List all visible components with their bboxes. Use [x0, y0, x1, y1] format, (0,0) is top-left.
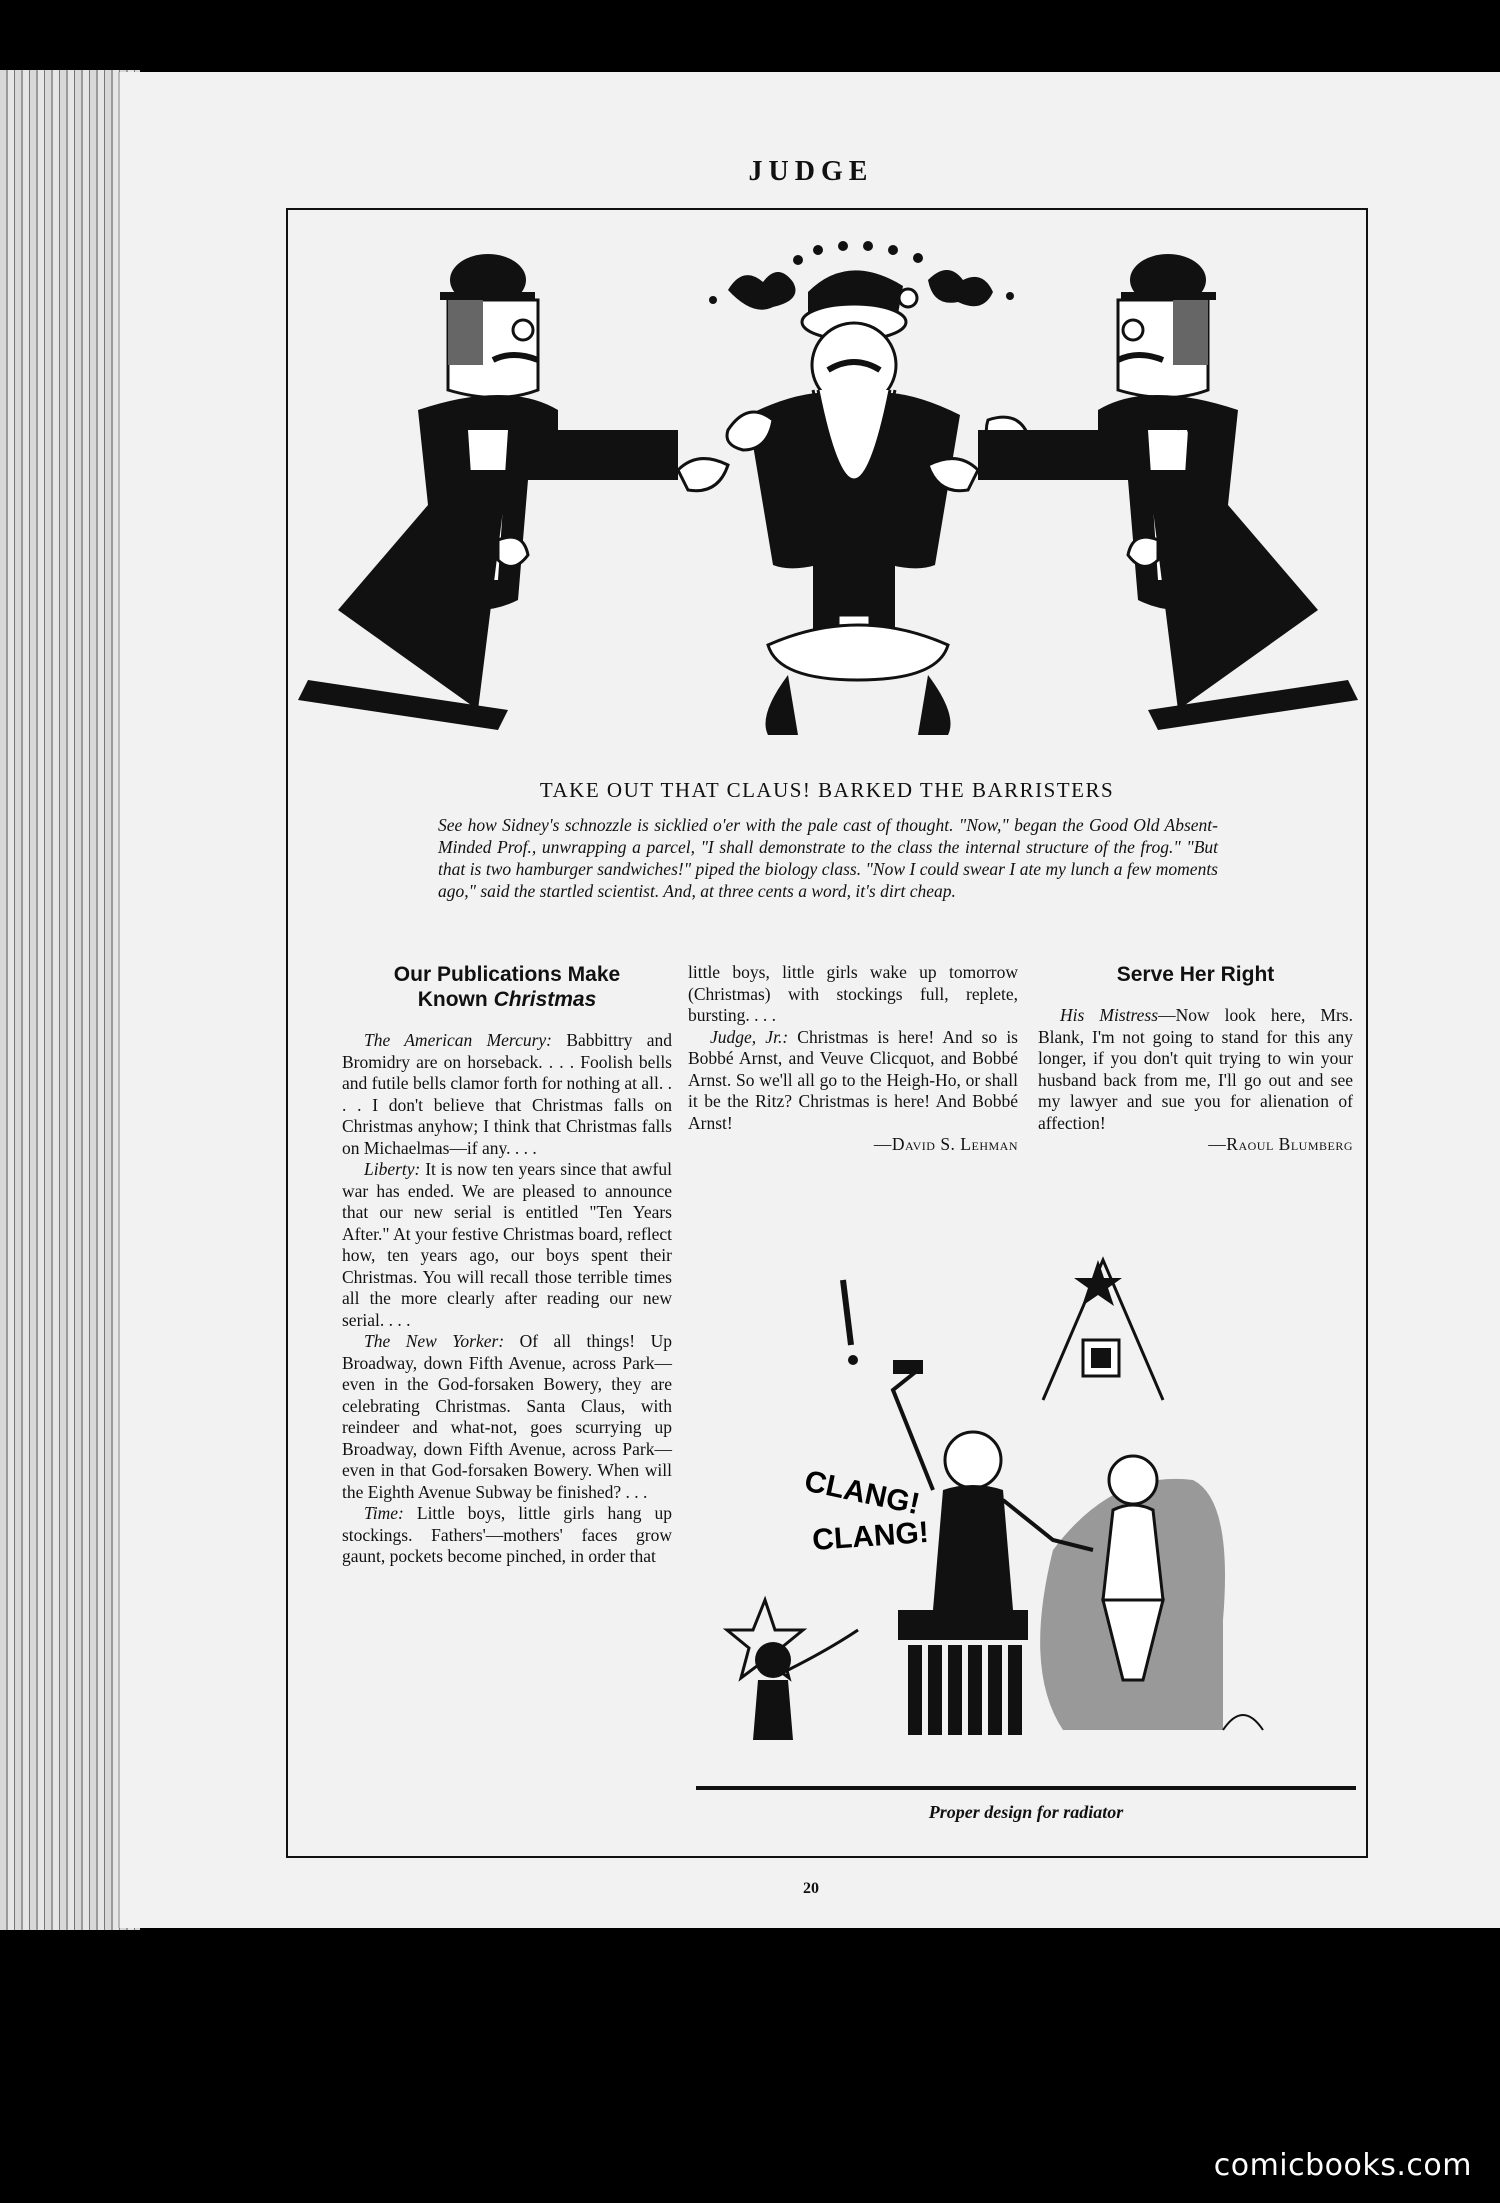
article2-paragraph — [1038, 1005, 1353, 1134]
article2-label: His Mistress — [1060, 1005, 1159, 1025]
article1-heading-christmas: Christmas — [493, 988, 597, 1011]
article-column-1 — [342, 962, 672, 1568]
article2-heading: Serve Her Right — [1116, 963, 1275, 986]
magazine-page — [118, 72, 1500, 1928]
left-barrister-figure — [298, 254, 728, 730]
santa-figure — [727, 270, 1028, 735]
article1-heading-known: Known — [417, 988, 488, 1011]
barristers-santa-illustration — [298, 220, 1358, 760]
article1-text-time: Little boys, little girls hang up stockings. Fathers'—mothers' faces grow gaunt, pockets become pinched, in order that — [342, 1503, 672, 1566]
watermark: comicbooks.com — [1213, 2148, 1472, 2183]
sound-effect-clang-1: CLANG! — [801, 1464, 923, 1522]
article1-paragraph-liberty — [342, 1159, 672, 1331]
radiator-top — [898, 1610, 1028, 1640]
article1-label-time: Time: — [364, 1503, 404, 1523]
article-column-2 — [688, 962, 1018, 1156]
article-column-3 — [1038, 962, 1353, 1156]
article1-label-judgejr: Judge, Jr.: — [710, 1026, 789, 1047]
child-head — [755, 1642, 791, 1678]
article1-heading-line1: Our Publications Make — [393, 963, 621, 986]
article1-signature: —David S. Lehman — [873, 1134, 1018, 1154]
article1-text-continued: little boys, little girls wake up tomorrow (Christmas) with stockings full, replete, bursting. . . . — [688, 962, 1018, 1025]
man-apron — [933, 1485, 1013, 1610]
caption-rule — [696, 1786, 1356, 1790]
star-sparkle-icon — [1074, 1260, 1122, 1306]
article1-label-liberty: Liberty: — [364, 1159, 421, 1179]
article1-text-mercury: Babbittry and Bromidry are on horseback. . . . Foolish bells and futile bells clamor forth for nothing at all. . . . I don't believe that Christmas falls on Christmas anyhow; I think that Christmas falls on Michaelmas—if any. . . . — [342, 1030, 672, 1158]
holly-left-icon — [728, 272, 796, 310]
page-number: 20 — [803, 1880, 819, 1897]
article1-paragraph-judgejr — [688, 1027, 1018, 1135]
article1-paragraph-newyorker — [342, 1331, 672, 1503]
cartoon1-caption: See how Sidney's schnozzle is sicklied o'er with the pale cast of thought. "Now," began the Good Old Absent-Minded Prof., unwrapping a parcel, "I shall demonstrate to the class the internal structure of the frog." "But that is two hamburger sandwiches!" piped the biology class. "Now I could swear I ate my lunch a few moments ago," said the startled scientist. And, at three cents a word, it's dirt cheap. — [438, 815, 1218, 901]
article1-text-liberty: It is now ten years since that awful war has ended. We are pleased to announce that our new serial is entitled "Ten Years After." At your festive Christmas board, reflect how, ten years ago, our boys spent their Christmas. You will recall those terrible times all the more clearly after reading our new serial. . . . — [342, 1159, 672, 1330]
artist-signature-mark — [1223, 1715, 1263, 1730]
right-barrister-figure — [928, 254, 1358, 730]
radiator-cartoon-illustration — [693, 1250, 1358, 1780]
article1-text-judgejr: Christmas is here! And so is Bobbé Arnst, and Veuve Clicquot, and Bobbé Arnst. So we'll all go to the Heigh-Ho, or shall it be the Ritz? Christmas is here! And Bobbé Arnst! — [688, 1026, 1018, 1133]
article1-paragraph-mercury — [342, 1030, 672, 1159]
holly-right-icon — [928, 270, 993, 306]
article1-label-newyorker: The New Yorker: — [364, 1331, 505, 1351]
woman-head — [1109, 1456, 1157, 1504]
running-head: JUDGE — [748, 156, 874, 187]
hammer-icon — [893, 1360, 923, 1374]
article1-label-mercury: The American Mercury: — [364, 1030, 553, 1050]
sound-effect-clang-2: CLANG! — [811, 1515, 930, 1557]
radiator-body — [908, 1645, 1022, 1735]
man-head — [945, 1432, 1001, 1488]
article2-text: —Now look here, Mrs. Blank, I'm not going to stand for this any longer, if you don't quit trying to win your husband back from me, I'll go out and see my lawyer and sue you for alienation of affection! — [1038, 1005, 1353, 1133]
page-frame — [286, 208, 1368, 1858]
article1-text-newyorker: Of all things! Up Broadway, down Fifth Avenue, across Park—even in the God-forsaken Bowery, they are celebrating Christmas. Santa Claus, with reindeer and what-not, goes scurrying up Broadway, down Fifth Avenue, across Park—even in that God-forsaken Bowery. When will the Eighth Avenue Subway be finished? . . . — [342, 1331, 672, 1502]
article1-heading — [342, 962, 672, 1012]
article1-paragraph-time — [342, 1503, 672, 1568]
cartoon1-title: TAKE OUT THAT CLAUS! BARKED THE BARRISTERS — [539, 778, 1115, 802]
cartoon2-caption: Proper design for radiator — [928, 1802, 1124, 1822]
article2-signature: —Raoul Blumberg — [1208, 1134, 1353, 1154]
exclamation-mark-icon — [843, 1280, 851, 1345]
